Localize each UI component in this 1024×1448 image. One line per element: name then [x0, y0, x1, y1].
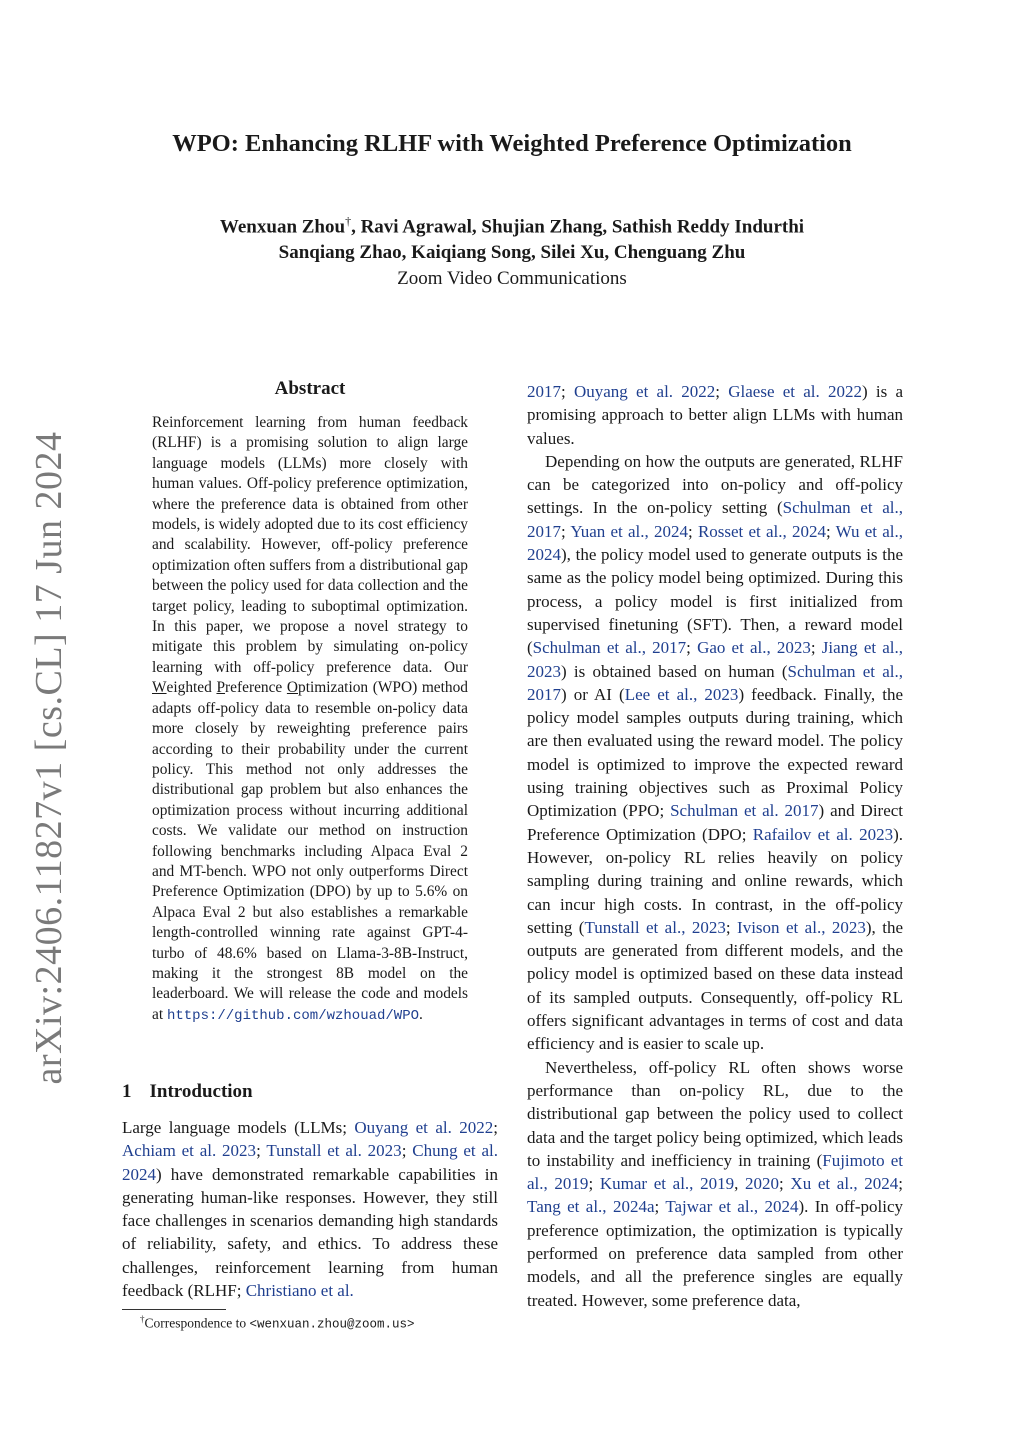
author-line-1-rest: , Ravi Agrawal, Shujian Zhang, Sathish Reddy Indurthi: [351, 216, 805, 238]
footnote-rule: [122, 1309, 226, 1310]
citation-link[interactable]: Glaese et al. 2022: [728, 382, 862, 401]
section-title: Introduction: [149, 1081, 253, 1102]
citation-link[interactable]: Tunstall et al., 2023: [584, 917, 726, 937]
citation-link[interactable]: Tang et al., 2024a: [527, 1197, 655, 1217]
footnote-email: <wenxuan.zhou@zoom.us>: [249, 1317, 415, 1332]
footnote: [140, 1314, 415, 1332]
abstract-text-1: Reinforcement learning from human feedback (RLHF) is a promising solution to align large language models (LLMs) more closely with human values. Off-policy preference optimization, where the preference data is obtained from other models, is widely adopted due to its cost efficiency and scalability. However, off-policy preference optimization often suffers from a distributional gap between the policy used for data collection and the target policy, leading to suboptimal optimization. In this paper, we propose a novel strategy to mitigate this problem by simulating on-policy learning with off-policy preference data. Our: [152, 414, 468, 676]
text-run: ;: [588, 1174, 600, 1194]
text-run: ;: [256, 1141, 267, 1161]
text-run: ;: [715, 382, 729, 401]
citation-link[interactable]: Ivison et al., 2023: [737, 917, 866, 937]
citation-link[interactable]: Fujimoto et al., 2019: [527, 1150, 903, 1194]
abstract-body: [152, 413, 468, 1026]
text-run: ) or AI (: [561, 684, 625, 704]
text-run: ), the policy model used to generate outputs is the same as the policy model being optimized. During this process, a policy model is first initialized from supervised finetuning (SFT). Then, a reward model (: [527, 545, 903, 658]
acronym-w: W: [152, 679, 167, 697]
author-block: [0, 208, 1024, 292]
text-run: ,: [734, 1174, 746, 1194]
intro-paragraph: [122, 1116, 498, 1302]
author-line-2: Sanqiang Zhao, Kaiqiang Song, Silei Xu, Chenguang Zhu: [278, 242, 746, 264]
citation-link[interactable]: Ouyang et al. 2022: [354, 1118, 494, 1137]
citation-link[interactable]: Rafailov et al. 2023: [752, 824, 894, 844]
citation-link[interactable]: Gao et al., 2023: [697, 638, 811, 658]
citation-link[interactable]: Jiang et al., 2023: [527, 638, 904, 681]
citation-link[interactable]: Rosset et al., 2024: [697, 521, 826, 541]
text-run: ) have demonstrated remarkable capabilities in generating human-like responses. However, they still face challenges in scenarios demanding high standards of reliability, safety, and ethics. To address these challenges, reinforcement learning from human feedback (RLHF;: [122, 1164, 498, 1301]
text-run: ;: [687, 521, 698, 541]
section-number: 1: [122, 1081, 132, 1102]
text-run: ;: [654, 1197, 666, 1217]
abstract-text-2: (WPO) method adapts off-policy data to resemble on-policy data more closely by reweighting preference pairs according to their probability under the current policy. This method not only addresses the distributional gap problem but also enhances the optimization process without incurring additional costs. We validate our method on instruction following benchmarks including Alpaca Eval 2 and MT-bench. WPO not only outperforms Direct Preference Optimization (DPO) by up to 5.6% on Alpaca Eval 2 but also establishes a remarkable length-controlled winning rate against GPT-4-turbo of 48.6% based on Llama-3-8B-Instruct, making it the strongest 8B model on the leaderboard. We will release the code and models at: [152, 679, 468, 1023]
citation-link[interactable]: Schulman et al., 2017: [527, 661, 903, 704]
text-run: ). However, on-policy RL relies heavily on policy sampling during training and online rewards, which can incur high costs. In contrast, in the off-policy setting (: [527, 824, 904, 937]
arxiv-identifier: arXiv:2406.11827v1 [cs.CL] 17 Jun 2024: [28, 431, 70, 1085]
text-run: ;: [561, 521, 571, 541]
right-paragraph-3: [527, 1056, 903, 1312]
citation-link[interactable]: Yuan et al., 2024: [570, 521, 688, 541]
citation-link[interactable]: Christiano et al.: [245, 1281, 354, 1301]
citation-link[interactable]: Tunstall et al. 2023: [266, 1141, 402, 1161]
author-first: Wenxuan Zhou: [219, 216, 346, 238]
section-heading-introduction: [122, 1081, 253, 1103]
acronym-o-rest: ptimization: [298, 679, 369, 697]
citation-link[interactable]: Kumar et al., 2019: [599, 1174, 735, 1194]
code-link[interactable]: https://github.com/wzhouad/WPO: [166, 1007, 420, 1024]
text-run: ). In off-policy preference optimization, the optimization is typically performed on preference data sampled from other models, and all the preference singles are equally treated. However, some preference data,: [527, 1197, 903, 1310]
text-run: ;: [493, 1118, 499, 1137]
text-run: ), the outputs are generated from different models, and the policy model is optimized based on these data instead of its sampled outputs. Consequently, off-policy RL offers significant advantages in terms of cost and data efficiency and is easier to scale up.: [527, 917, 904, 1054]
acronym-o: O: [286, 679, 299, 697]
text-run: ;: [826, 521, 836, 541]
citation-link[interactable]: Achiam et al. 2023: [122, 1141, 257, 1161]
text-run: Depending on how the outputs are generated, RLHF can be categorized into on-policy and off-policy settings. In the on-policy setting (: [527, 451, 903, 518]
citation-link[interactable]: Tajwar et al., 2024: [665, 1197, 799, 1217]
citation-link[interactable]: Lee et al., 2023: [624, 684, 739, 704]
footnote-mark: †: [140, 1314, 145, 1324]
text-run: ;: [898, 1174, 903, 1194]
citation-link[interactable]: 2020: [745, 1174, 780, 1194]
text-run: ;: [810, 638, 822, 658]
right-paragraph-1: [527, 380, 903, 450]
text-run: ) and Direct Preference Optimization (DPO;: [527, 801, 904, 844]
acronym-p-rest: reference: [225, 679, 287, 697]
dagger-mark: †: [345, 214, 352, 228]
text-run: Nevertheless, off-policy RL often shows worse performance than on-policy RL, due to the distributional gap between the policy used to collect data and the target policy being optimized, which leads to instability and inefficiency in training (: [527, 1057, 903, 1170]
text-run: ;: [686, 638, 698, 658]
text-run: ) is a promising approach to better align LLMs with human values.: [527, 382, 904, 448]
acronym-w-rest: eighted: [166, 679, 217, 697]
text-run: ;: [725, 917, 738, 937]
text-run: ;: [779, 1174, 791, 1194]
right-paragraph-2: [527, 450, 903, 1056]
citation-link[interactable]: Chung et al. 2024: [122, 1141, 498, 1184]
affiliation: Zoom Video Communications: [397, 268, 627, 290]
citation-link[interactable]: Schulman et al., 2017: [527, 498, 903, 541]
acronym-p: P: [216, 679, 226, 697]
author-line-1: [0, 208, 1024, 240]
citation-link[interactable]: Xu et al., 2024: [790, 1174, 899, 1194]
abstract-heading: Abstract: [274, 378, 346, 399]
citation-link[interactable]: Ouyang et al. 2022: [573, 382, 716, 401]
text-run: Large language models (LLMs;: [122, 1118, 355, 1137]
right-column: [527, 380, 903, 1312]
text-run: ;: [401, 1141, 413, 1161]
abstract-end: .: [419, 1005, 423, 1023]
citation-link[interactable]: Schulman et al. 2017: [670, 801, 819, 821]
citation-link[interactable]: Schulman et al., 2017: [532, 638, 687, 658]
citation-link[interactable]: Wu et al., 2024: [527, 521, 903, 565]
text-run: ;: [561, 382, 574, 401]
paper-title: WPO: Enhancing RLHF with Weighted Preference Optimization: [172, 130, 852, 157]
text-run: ) feedback. Finally, the policy model samples outputs during training, which are then evaluated using the reward model. The policy model is optimized to improve the expected reward using training objectives such as Proximal Policy Optimization (PPO;: [527, 684, 903, 821]
footnote-text: Correspondence to: [144, 1315, 250, 1331]
citation-link[interactable]: 2017: [527, 382, 561, 401]
text-run: ) is obtained based on human (: [561, 661, 788, 681]
